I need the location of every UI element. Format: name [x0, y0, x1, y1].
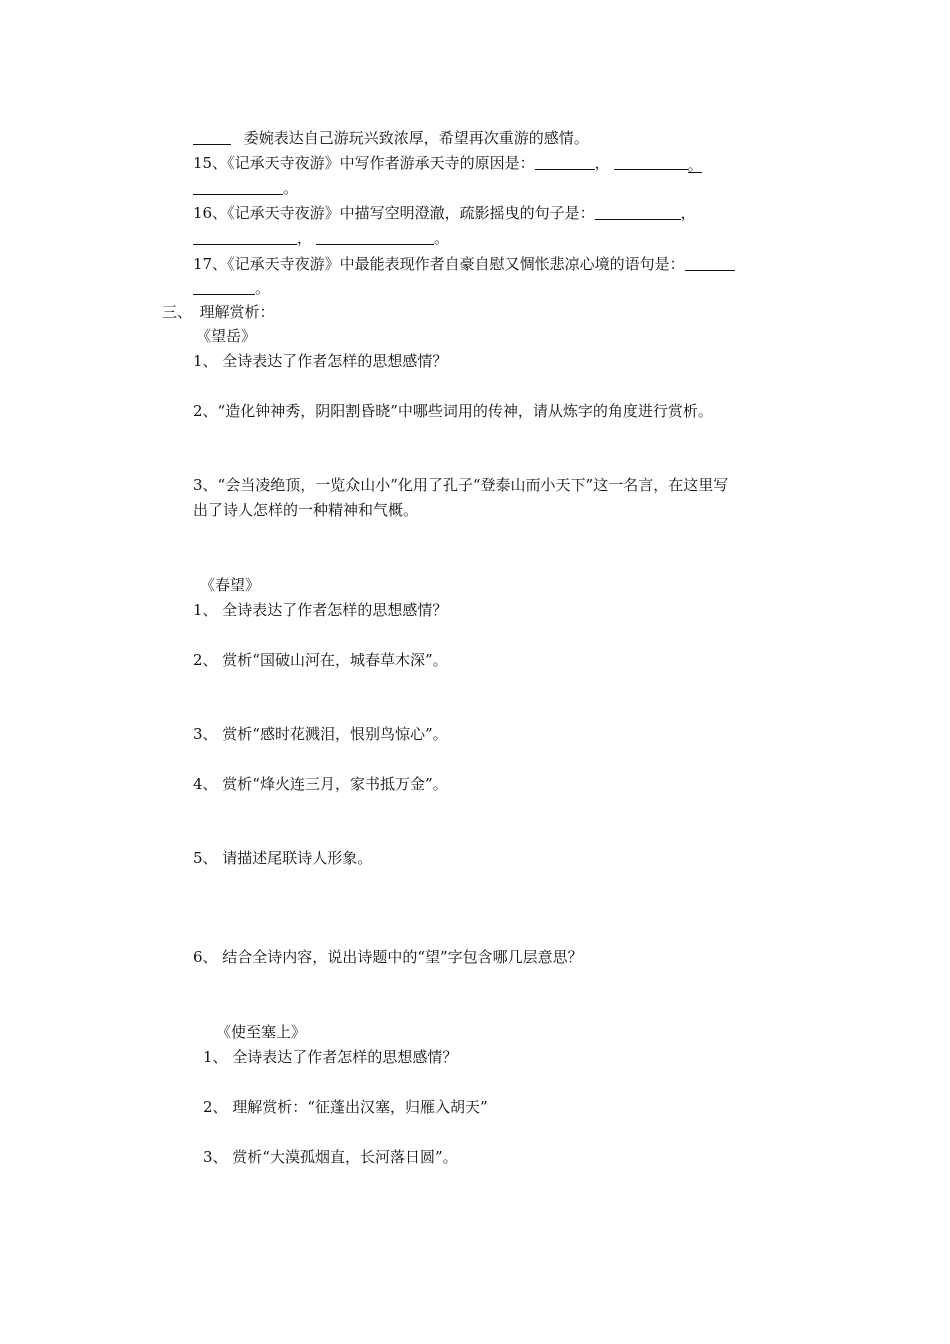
question-text: 1、 全诗表达了作者怎样的思想感情？ — [203, 1048, 458, 1066]
question-text: 3、“会当凌绝顶，一览众山小”化用了孔子“登泰山而小天下”这一名言，在这里写 — [193, 476, 729, 494]
punctuation: 。 — [255, 279, 271, 297]
line-text: 委婉表达自己游玩兴致浓厚，希望再次重游的感情。 — [243, 129, 589, 147]
question-text: 6、 结合全诗内容，说出诗题中的“望”字包含哪几层意思？ — [193, 948, 583, 966]
answer-blank[interactable] — [193, 230, 297, 245]
answer-blank[interactable] — [193, 180, 283, 195]
answer-blank[interactable] — [595, 205, 681, 220]
question-16 — [193, 205, 696, 221]
question-text: 2、 理解赏析：“征蓬出汉塞，归雁入胡天” — [203, 1098, 488, 1116]
question-15 — [193, 155, 702, 173]
answer-blank[interactable] — [614, 155, 688, 170]
question-14-continuation — [193, 130, 589, 146]
question-text: 3、 赏析“感时花溅泪，恨别鸟惊心”。 — [193, 725, 448, 743]
poem-title-wangyue: 《望岳》 — [196, 327, 257, 345]
answer-blank[interactable] — [688, 158, 702, 173]
question-15-continuation — [193, 180, 298, 196]
answer-blank[interactable] — [193, 130, 231, 145]
question-text: 3、 赏析“大漠孤烟直，长河落日圆”。 — [203, 1148, 458, 1166]
question-text: 1、 全诗表达了作者怎样的思想感情？ — [193, 352, 448, 370]
answer-blank[interactable] — [685, 256, 735, 271]
punctuation: ， — [594, 154, 610, 172]
poem-title-shizhisaishang: 《使至塞上》 — [216, 1023, 307, 1041]
punctuation: ， — [297, 229, 313, 247]
punctuation: ， — [680, 204, 696, 222]
question-text: 出了诗人怎样的一种精神和气概。 — [193, 501, 419, 519]
question-text: 15、《记承天寺夜游》中写作者游承天寺的原因是： — [193, 154, 535, 172]
answer-blank[interactable] — [193, 280, 255, 295]
punctuation: 。 — [687, 156, 703, 174]
question-17-continuation — [193, 280, 270, 296]
question-text: 2、“造化钟神秀，阴阳割昏晓”中哪些词用的传神，请从炼字的角度进行赏析。 — [193, 402, 713, 420]
punctuation: 。 — [434, 229, 450, 247]
question-text: 16、《记承天寺夜游》中描写空明澄澈，疏影摇曳的句子是： — [193, 204, 595, 222]
section-heading: 三、 理解赏析： — [162, 303, 275, 321]
question-text: 4、 赏析“烽火连三月，家书抵万金”。 — [193, 775, 448, 793]
question-17 — [193, 256, 735, 272]
poem-title-chunwang: 《春望》 — [200, 576, 261, 594]
question-text: 17、《记承天寺夜游》中最能表现作者自豪自慰又惆怅悲凉心境的语句是： — [193, 255, 685, 273]
question-text: 5、 请描述尾联诗人形象。 — [193, 849, 373, 867]
question-text: 2、 赏析“国破山河在，城春草木深”。 — [193, 651, 448, 669]
answer-blank[interactable] — [316, 230, 434, 245]
answer-blank[interactable] — [535, 155, 595, 170]
punctuation: 。 — [283, 179, 299, 197]
question-16-continuation — [193, 230, 449, 246]
question-text: 1、 全诗表达了作者怎样的思想感情？ — [193, 601, 448, 619]
